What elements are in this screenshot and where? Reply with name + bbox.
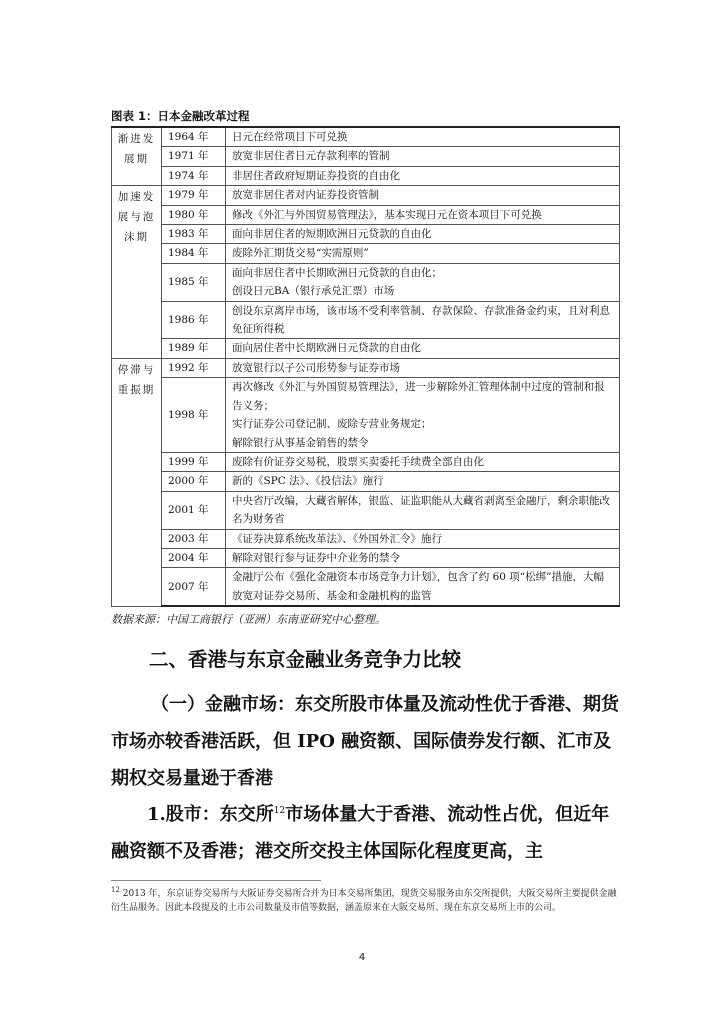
table-row bbox=[112, 225, 620, 244]
event-text: 废除有价证券交易税，股票买卖委托手续费全部自由化 bbox=[232, 455, 484, 468]
event-text: 《证券决算系统改革法》、《外国外汇令》施行 bbox=[232, 532, 442, 545]
year-cell: 2007 年 bbox=[162, 568, 226, 606]
year-cell: 2004 年 bbox=[162, 548, 226, 567]
event-cell bbox=[226, 244, 620, 263]
table-row bbox=[112, 378, 620, 453]
table-row bbox=[112, 244, 620, 263]
data-source-note: 数据来源：中国工商银行（亚洲）东南亚研究中心整理。 bbox=[111, 613, 386, 626]
event-cell bbox=[226, 378, 620, 453]
event-cell bbox=[226, 205, 620, 224]
table-row bbox=[112, 127, 620, 147]
year-cell: 1964 年 bbox=[162, 127, 226, 147]
table-row bbox=[112, 472, 620, 491]
body-paragraph bbox=[111, 796, 623, 870]
event-text: 创设东京离岸市场，该市场不受利率管制、存款保险、存款准备金约束，且对利息免征所得税 bbox=[232, 304, 610, 336]
year-cell: 1974 年 bbox=[162, 166, 226, 185]
event-text: 面向非居住者中长期欧洲日元贷款的自由化； bbox=[232, 266, 442, 279]
event-text: 放宽银行以子公司形势参与证券市场 bbox=[232, 361, 400, 374]
event-text: 日元在经常项目下可兑换 bbox=[232, 131, 348, 143]
reform-timeline-table bbox=[111, 126, 620, 607]
event-text: 再次修改《外汇与外国贸易管理法》，进一步解除外汇管理体制中过度的管制和报告义务； bbox=[232, 381, 605, 412]
table-row bbox=[112, 339, 620, 358]
year-cell: 1984 年 bbox=[162, 244, 226, 263]
table-row bbox=[112, 205, 620, 224]
event-text: 解除对银行参与证券中介业务的禁令 bbox=[232, 551, 400, 564]
event-cell bbox=[226, 186, 620, 205]
event-cell bbox=[226, 225, 620, 244]
event-text: 非居住者政府短期证券投资的自由化 bbox=[232, 169, 400, 182]
table-row bbox=[112, 263, 620, 301]
year-cell: 2001 年 bbox=[162, 491, 226, 529]
year-cell: 1992 年 bbox=[162, 358, 226, 377]
event-text: 修改《外汇与外国贸易管理法》，基本实现日元在资本项目下可兑换 bbox=[232, 208, 542, 221]
year-cell: 2000 年 bbox=[162, 472, 226, 491]
event-text: 面向非居住者的短期欧洲日元贷款的自由化 bbox=[232, 228, 432, 241]
footnote bbox=[111, 887, 623, 915]
subsection-heading: （一）金融市场：东交所股市体量及流动性优于香港、期货市场亦较香港活跃，但 IPO 融资额、国际债券发行额、汇市及期权交易量逊于香港 bbox=[111, 694, 619, 789]
phase-label: 渐进发展期 bbox=[112, 127, 162, 186]
footnote-reference[interactable]: 12 bbox=[273, 806, 286, 816]
paragraph-text: 市场体量大于香港、流动性占优，但近年融资额不及香港；港交所交投主体国际化程度更高，主 bbox=[111, 804, 610, 862]
event-text: 实行证券公司登记制、废除专营业务规定； bbox=[232, 418, 432, 431]
event-cell bbox=[226, 472, 620, 491]
event-cell bbox=[226, 127, 620, 147]
event-cell bbox=[226, 548, 620, 567]
table-row bbox=[112, 186, 620, 205]
year-cell: 1980 年 bbox=[162, 205, 226, 224]
table-row bbox=[112, 358, 620, 377]
year-cell: 1986 年 bbox=[162, 301, 226, 339]
page-number: 4 bbox=[358, 952, 366, 963]
table-row bbox=[112, 491, 620, 529]
event-cell bbox=[226, 529, 620, 548]
event-text: 废除外汇期货交易“实需原则” bbox=[232, 247, 369, 260]
year-cell: 1989 年 bbox=[162, 339, 226, 358]
section-heading: 二、香港与东京金融业务竞争力比较 bbox=[149, 648, 462, 671]
footnote-text: 2013 年，东京证券交易所与大阪证券交易所合并为日本交易所集团，现货交易服务由东交所提供，大阪交易所主要提供金融衍生品服务。因此本段提及的上市公司数量及市值等数据，涵盖原来在大阪交易所、现在东京交易所上市的公司。 bbox=[111, 889, 617, 913]
event-text: 中央省厅改编，大藏省解体，银监、证监职能从大藏省剥离至金融厅，剩余职能改名为财务省 bbox=[232, 494, 610, 526]
event-cell bbox=[226, 452, 620, 471]
event-text: 放宽非居住者对内证券投资管制 bbox=[232, 189, 379, 202]
table-row bbox=[112, 548, 620, 567]
event-cell bbox=[226, 358, 620, 377]
table-row bbox=[112, 529, 620, 548]
event-cell bbox=[226, 568, 620, 606]
event-text: 放宽非居住者日元存款利率的管制 bbox=[232, 150, 390, 163]
year-cell: 2003 年 bbox=[162, 529, 226, 548]
footnote-divider bbox=[111, 880, 321, 881]
event-cell bbox=[226, 147, 620, 166]
year-cell: 1999 年 bbox=[162, 452, 226, 471]
event-text: 面向居住者中长期欧洲日元贷款的自由化 bbox=[232, 342, 421, 355]
table-row bbox=[112, 147, 620, 166]
event-cell bbox=[226, 491, 620, 529]
event-text: 新的《SPC 法》、《投信法》施行 bbox=[232, 475, 384, 488]
year-cell: 1979 年 bbox=[162, 186, 226, 205]
table-row bbox=[112, 166, 620, 185]
event-text: 创设日元BA（银行承兑汇票）市场 bbox=[232, 285, 395, 298]
year-cell: 1971 年 bbox=[162, 147, 226, 166]
table-row bbox=[112, 568, 620, 606]
event-text: 金融厅公布《强化金融资本市场竞争力计划》，包含了约 60 项“松绑”措施，大幅放宽对证券交易所、基金和金融机构的监管 bbox=[232, 571, 605, 602]
event-cell bbox=[226, 301, 620, 339]
footnote-marker: 12 bbox=[111, 886, 120, 894]
event-cell bbox=[226, 166, 620, 185]
table-row bbox=[112, 301, 620, 339]
year-cell: 1998 年 bbox=[162, 378, 226, 453]
table-row bbox=[112, 452, 620, 471]
event-cell bbox=[226, 263, 620, 301]
year-cell: 1983 年 bbox=[162, 225, 226, 244]
phase-label: 加速发展与泡沫期 bbox=[112, 186, 162, 359]
year-cell: 1985 年 bbox=[162, 263, 226, 301]
paragraph-lead: 1.股市：东交所 bbox=[147, 804, 274, 825]
phase-label: 停滞与重振期 bbox=[112, 358, 162, 606]
event-text: 解除银行从事基金销售的禁令 bbox=[232, 436, 369, 449]
event-cell bbox=[226, 339, 620, 358]
figure-caption: 图表 1：日本金融改革过程 bbox=[111, 109, 250, 123]
